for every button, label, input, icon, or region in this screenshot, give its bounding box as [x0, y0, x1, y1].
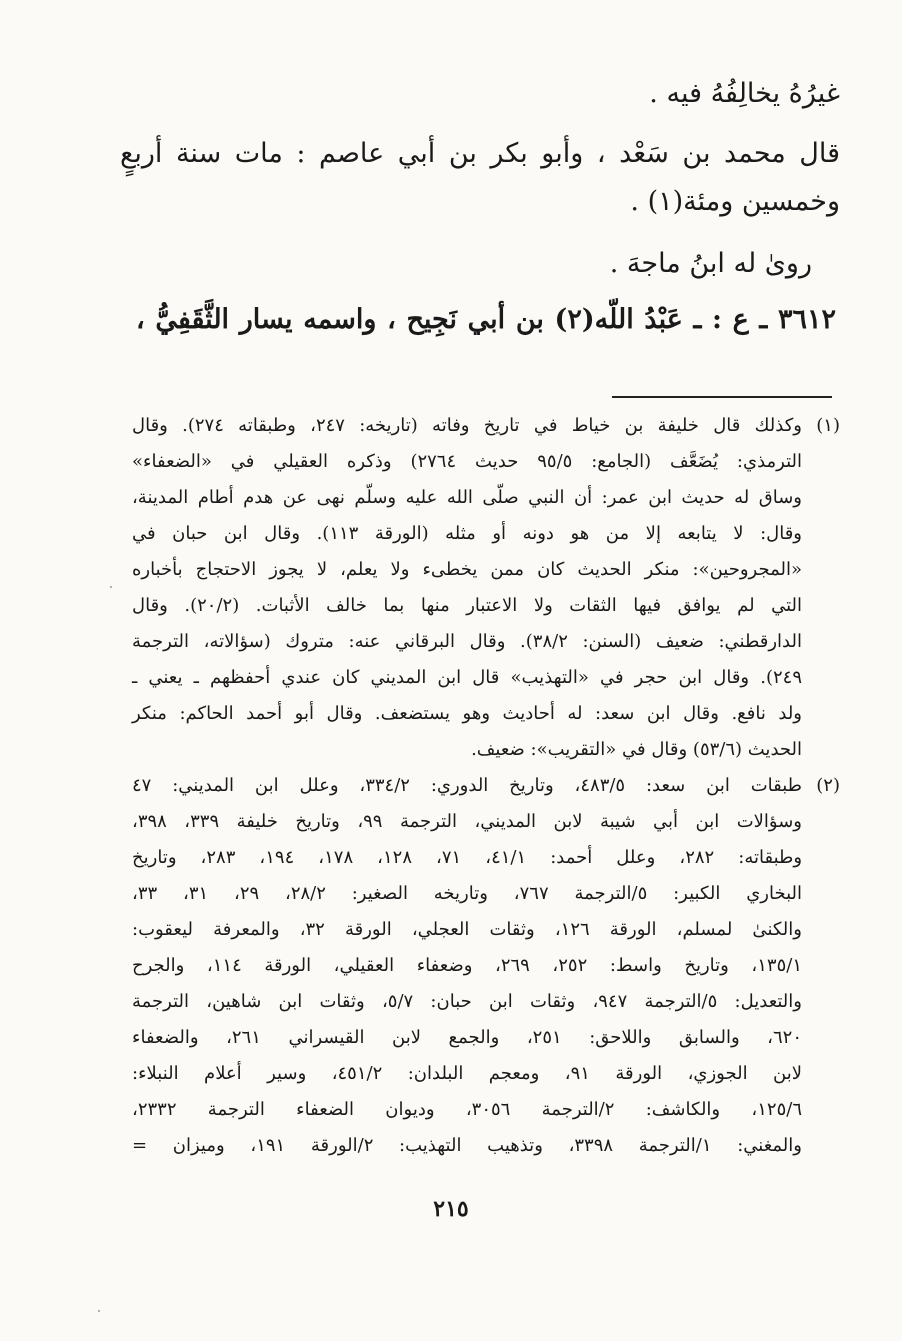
- footnote-1-line: التي لم يوافق فيها الثقات ولا الاعتبار منها بما خالف الأثبات. (٢٠/٢). وقال: [132, 595, 803, 616]
- main-text-line-4: روىٰ له ابنُ ماجهَ .: [609, 248, 812, 279]
- footnote-2-line: وسؤالات ابن أبي شيبة لابن المديني، الترجمة ٩٩، وتاريخ خليفة ٣٣٩، ٣٩٨،: [132, 811, 802, 832]
- footnote-1-marker: (١): [816, 415, 840, 436]
- footnote-1-line: وقال: لا يتابعه إلا من هو دونه أو مثله (الورقة ١١٣). وقال ابن حبان في: [132, 523, 802, 544]
- main-text-line-3: وخمسين ومئة(١) .: [630, 186, 840, 217]
- footnote-2-marker: (٢): [816, 775, 840, 796]
- footnote-1-line: ٢٤٩). وقال ابن حجر في «التهذيب» قال ابن المديني كان عندي أحفظهم ـ يعني ـ: [132, 667, 802, 688]
- footnote-2-line: والكنىٰ لمسلم، الورقة ١٢٦، وثقات العجلي، الورقة ٣٢، والمعرفة ليعقوب:: [132, 919, 802, 940]
- footnote-1-line: وكذلك قال خليفة بن خياط في تاريخ وفاته (تاريخه: ٢٤٧، وطبقاته ٢٧٤). وقال: [132, 415, 802, 436]
- footnote-1-line: «المجروحين»: منكر الحديث كان ممن يخطىء ولا يعلم، لا يجوز الاحتجاج بأخباره: [132, 559, 802, 580]
- footnote-1-line: ولد نافع. وقال ابن سعد: له أحاديث وهو يستضعف. وقال أبو أحمد الحاكم: منكر: [132, 703, 802, 724]
- footnote-2-line: والتعديل: ٥/الترجمة ٩٤٧، وثقات ابن حبان: ٥/٧، وثقات ابن شاهين، الترجمة: [132, 991, 802, 1012]
- footnote-1-line: الحديث (٥٣/٦) وقال في «التقريب»: ضعيف.: [471, 739, 802, 760]
- footnote-2-line: ١٢٥/٦، والكاشف: ٢/الترجمة ٣٠٥٦، وديوان الضعفاء الترجمة ٢٣٣٢،: [132, 1099, 802, 1120]
- entry-heading: ٣٦١٢ ـ ع : ـ عَبْدُ اللّه(٢) بن أبي نَجِيح ، واسمه يسار الثَّقَفِيُّ ،: [136, 304, 836, 335]
- footnote-1-line: الترمذي: يُضَعَّف (الجامع: ٩٥/٥ حديث ٢٧٦٤) وذكره العقيلي في «الضعفاء»: [132, 451, 803, 472]
- footnote-2-line: طبقات ابن سعد: ٤٨٣/٥، وتاريخ الدوري: ٣٣٤/٢، وعلل ابن المديني: ٤٧: [132, 775, 802, 796]
- footnote-separator: [612, 396, 832, 398]
- footnote-2-line: وطبقاته: ٢٨٢، وعلل أحمد: ٤١/١، ٧١، ١٢٨، ١٧٨، ١٩٤، ٢٨٣، وتاريخ: [132, 847, 803, 868]
- main-text-line-2: قال محمد بن سَعْد ، وأبو بكر بن أبي عاصم : مات سنة أربعٍ: [120, 138, 840, 169]
- footnote-2-line: ٦٢٠، والسابق واللاحق: ٢٥١، والجمع لابن القيسراني ٢٦١، والضعفاء: [132, 1027, 803, 1048]
- footnote-2-line: والمغني: ١/الترجمة ٣٣٩٨، وتذهيب التهذيب: ٢/الورقة ١٩١، وميزان =: [132, 1135, 802, 1156]
- main-text-line-1: غيرُهُ يخالِفُهُ فيه .: [649, 78, 840, 109]
- footnote-2-line: لابن الجوزي، الورقة ٩١، ومعجم البلدان: ٤٥١/٢، وسير أعلام النبلاء:: [132, 1063, 802, 1084]
- scan-speck: [110, 586, 112, 588]
- page-number: ٢١٥: [433, 1196, 469, 1222]
- footnote-2-line: ١٣٥/١، وتاريخ واسط: ٢٥٢، ٢٦٩، وضعفاء العقيلي، الورقة ١١٤، والجرح: [132, 955, 802, 976]
- footnote-2-line: البخاري الكبير: ٥/الترجمة ٧٦٧، وتاريخه الصغير: ٢٨/٢، ٢٩، ٣١، ٣٣،: [132, 883, 803, 904]
- footnote-1-line: الدارقطني: ضعيف (السنن: ٣٨/٢). وقال البرقاني عنه: متروك (سؤالاته، الترجمة: [132, 631, 802, 652]
- scan-speck: [98, 1310, 100, 1312]
- footnote-1-line: وساق له حديث ابن عمر: أن النبي صلّى الله عليه وسلّم نهى عن هدم أطام المدينة،: [132, 487, 802, 508]
